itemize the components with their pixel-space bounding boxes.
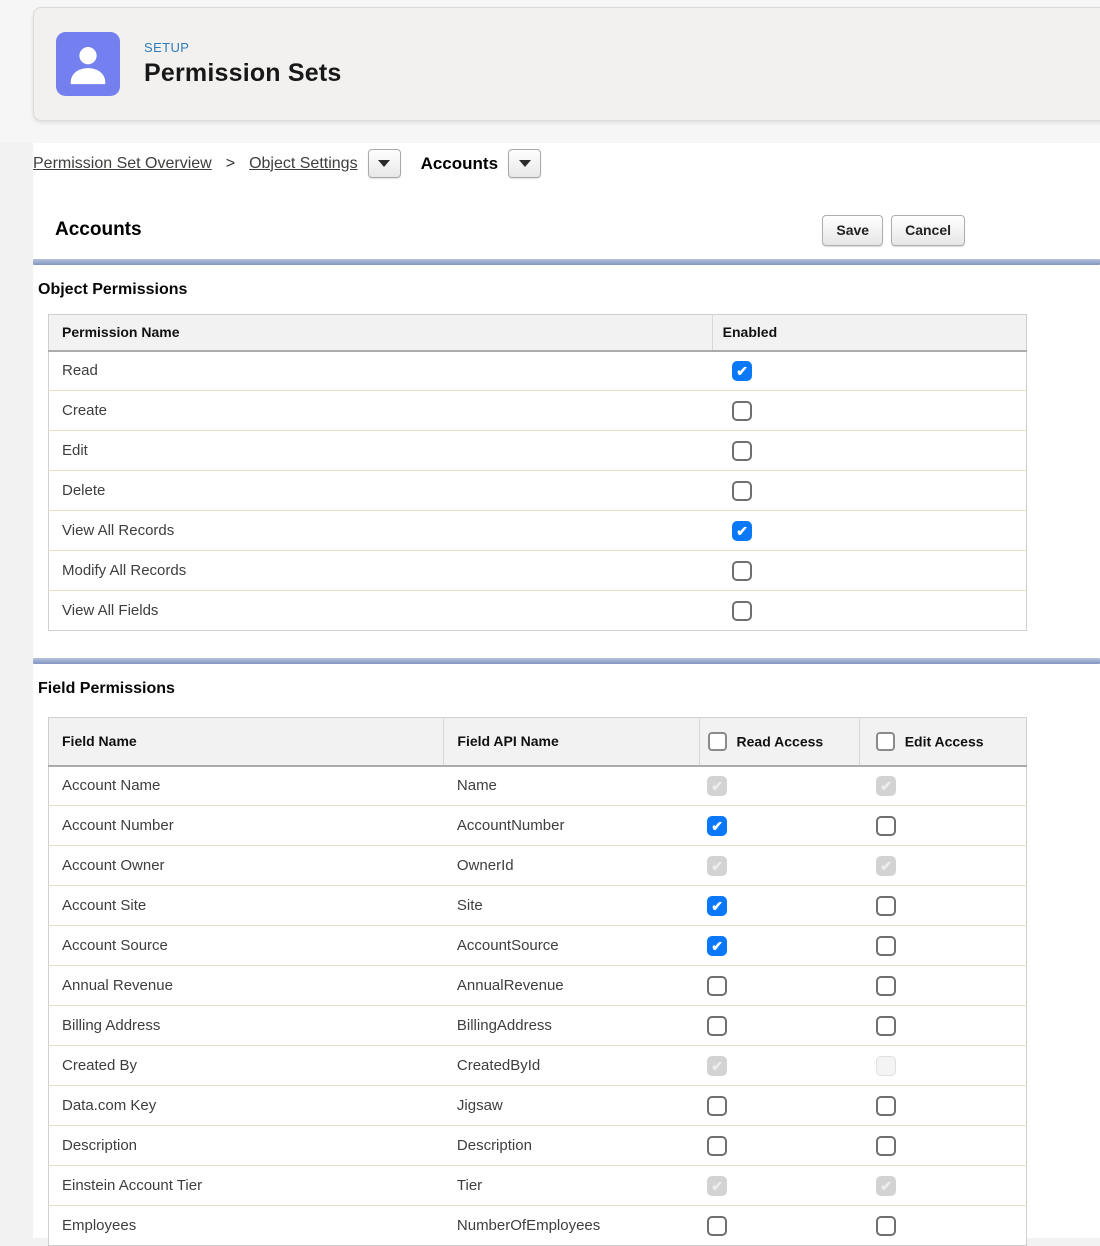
field-api-name-cell: Site: [444, 886, 699, 926]
accounts-dropdown-button[interactable]: [508, 149, 541, 178]
section-divider: [33, 658, 1100, 664]
setup-eyebrow-label: SETUP: [144, 40, 190, 55]
action-buttons: [822, 215, 965, 246]
field-permissions-title: Field Permissions: [38, 680, 175, 697]
permission-name-cell: View All Records: [49, 511, 713, 551]
object-settings-dropdown-button[interactable]: [368, 149, 401, 178]
field-permission-row: [49, 966, 1027, 1006]
field-permission-row: [49, 1206, 1027, 1246]
field-name-cell: Account Site: [49, 886, 444, 926]
field-permissions-table: [48, 717, 1027, 1246]
setup-top-band: [0, 0, 1100, 143]
breadcrumb-link-permission-set-overview[interactable]: Permission Set Overview: [33, 154, 212, 172]
permission-name-cell: Read: [49, 351, 713, 391]
field-api-name-cell: AccountSource: [444, 926, 699, 966]
permission-name-header: Permission Name: [49, 315, 713, 351]
field-name-cell: Einstein Account Tier: [49, 1166, 444, 1206]
cancel-button[interactable]: Cancel: [891, 215, 965, 246]
field-name-cell: Account Number: [49, 806, 444, 846]
field-name-cell: Billing Address: [49, 1006, 444, 1046]
enabled-checkbox[interactable]: [732, 401, 752, 421]
edit-access-checkbox: [876, 776, 896, 796]
field-permissions-header-row: [49, 718, 1027, 766]
edit-access-cell: [859, 1006, 1026, 1046]
edit-access-cell: [859, 846, 1026, 886]
field-permission-row: [49, 766, 1027, 806]
edit-access-cell: [859, 926, 1026, 966]
read-access-checkbox: [707, 776, 727, 796]
field-name-cell: Annual Revenue: [49, 966, 444, 1006]
read-access-checkbox: [707, 856, 727, 876]
enabled-cell: [712, 431, 1026, 471]
object-permission-row: [49, 551, 1027, 591]
object-permissions-header-row: [49, 315, 1027, 351]
read-access-cell: [699, 766, 859, 806]
edit-access-checkbox[interactable]: [876, 1096, 896, 1116]
read-access-select-all-checkbox[interactable]: [708, 732, 727, 751]
field-permission-row: [49, 1126, 1027, 1166]
edit-access-cell: [859, 1166, 1026, 1206]
field-api-name-cell: Tier: [444, 1166, 699, 1206]
field-api-name-cell: OwnerId: [444, 846, 699, 886]
field-api-name-cell: AnnualRevenue: [444, 966, 699, 1006]
edit-access-checkbox[interactable]: [876, 816, 896, 836]
edit-access-checkbox: [876, 1056, 896, 1076]
edit-access-cell: [859, 1126, 1026, 1166]
read-access-cell: [699, 846, 859, 886]
object-permission-row: [49, 511, 1027, 551]
edit-access-checkbox[interactable]: [876, 1216, 896, 1236]
field-name-cell: Description: [49, 1126, 444, 1166]
section-divider: [33, 259, 1100, 265]
object-permission-row: [49, 591, 1027, 631]
read-access-cell: [699, 1126, 859, 1166]
permission-sets-user-icon: [56, 32, 120, 96]
page-title: Accounts: [55, 219, 142, 240]
field-name-header: Field Name: [49, 718, 444, 766]
enabled-checkbox[interactable]: [732, 481, 752, 501]
object-permission-row: [49, 351, 1027, 391]
edit-access-cell: [859, 806, 1026, 846]
field-permission-row: [49, 1006, 1027, 1046]
setup-header-text: [144, 40, 342, 88]
enabled-checkbox[interactable]: [732, 441, 752, 461]
field-permission-row: [49, 1046, 1027, 1086]
field-api-name-header: Field API Name: [444, 718, 699, 766]
field-permission-row: [49, 886, 1027, 926]
read-access-cell: [699, 806, 859, 846]
field-api-name-cell: Name: [444, 766, 699, 806]
read-access-cell: [699, 1166, 859, 1206]
field-api-name-cell: NumberOfEmployees: [444, 1206, 699, 1246]
object-permission-row: [49, 431, 1027, 471]
edit-access-cell: [859, 1206, 1026, 1246]
field-api-name-cell: BillingAddress: [444, 1006, 699, 1046]
permission-name-cell: Delete: [49, 471, 713, 511]
field-name-cell: Created By: [49, 1046, 444, 1086]
permission-name-cell: View All Fields: [49, 591, 713, 631]
read-access-checkbox: [707, 1056, 727, 1076]
enabled-checkbox[interactable]: [732, 561, 752, 581]
enabled-cell: [712, 551, 1026, 591]
field-permission-row: [49, 926, 1027, 966]
field-permission-row: [49, 846, 1027, 886]
field-name-cell: Account Name: [49, 766, 444, 806]
field-permission-row: [49, 1166, 1027, 1206]
read-access-cell: [699, 966, 859, 1006]
read-access-checkbox: [707, 1176, 727, 1196]
edit-access-cell: [859, 766, 1026, 806]
breadcrumb-link-object-settings[interactable]: Object Settings: [249, 154, 358, 172]
edit-access-checkbox: [876, 1176, 896, 1196]
permission-name-cell: Create: [49, 391, 713, 431]
edit-access-checkbox[interactable]: [876, 896, 896, 916]
field-name-cell: Account Source: [49, 926, 444, 966]
breadcrumb-separator: >: [225, 154, 236, 172]
edit-access-cell: [859, 886, 1026, 926]
read-access-checkbox[interactable]: [707, 816, 727, 836]
page-header: [33, 214, 1100, 246]
object-permissions-table: [48, 314, 1027, 631]
edit-access-checkbox: [876, 856, 896, 876]
edit-access-cell: [859, 1086, 1026, 1126]
read-access-header: Read Access: [699, 718, 859, 766]
read-access-cell: [699, 886, 859, 926]
field-api-name-cell: Description: [444, 1126, 699, 1166]
read-access-checkbox[interactable]: [707, 1136, 727, 1156]
field-name-cell: Account Owner: [49, 846, 444, 886]
enabled-checkbox[interactable]: [732, 361, 752, 381]
field-name-cell: Employees: [49, 1206, 444, 1246]
edit-access-checkbox[interactable]: [876, 936, 896, 956]
edit-access-checkbox[interactable]: [876, 976, 896, 996]
enabled-checkbox[interactable]: [732, 521, 752, 541]
read-access-cell: [699, 926, 859, 966]
edit-access-select-all-checkbox[interactable]: [876, 732, 895, 751]
breadcrumb: [33, 143, 1100, 178]
field-permission-row: [49, 1086, 1027, 1126]
edit-access-header: Edit Access: [859, 718, 1026, 766]
read-access-checkbox[interactable]: [707, 976, 727, 996]
field-api-name-cell: AccountNumber: [444, 806, 699, 846]
object-permission-row: [49, 391, 1027, 431]
permission-name-cell: Modify All Records: [49, 551, 713, 591]
save-button[interactable]: Save: [822, 215, 883, 246]
read-access-cell: [699, 1086, 859, 1126]
field-api-name-cell: Jigsaw: [444, 1086, 699, 1126]
edit-access-checkbox[interactable]: [876, 1136, 896, 1156]
chevron-down-icon: [378, 160, 390, 167]
read-access-checkbox[interactable]: [707, 936, 727, 956]
edit-access-cell: [859, 1046, 1026, 1086]
content-panel: [33, 143, 1100, 1238]
read-access-checkbox[interactable]: [707, 1016, 727, 1036]
setup-header-card: [33, 7, 1100, 121]
read-access-cell: [699, 1006, 859, 1046]
read-access-checkbox[interactable]: [707, 1096, 727, 1116]
enabled-cell: [712, 391, 1026, 431]
enabled-cell: [712, 511, 1026, 551]
read-access-checkbox[interactable]: [707, 896, 727, 916]
field-permission-row: [49, 806, 1027, 846]
enabled-cell: [712, 471, 1026, 511]
enabled-cell: [712, 591, 1026, 631]
field-api-name-cell: CreatedById: [444, 1046, 699, 1086]
object-permissions-title: Object Permissions: [38, 281, 188, 298]
object-permission-row: [49, 471, 1027, 511]
edit-access-cell: [859, 966, 1026, 1006]
enabled-cell: [712, 351, 1026, 391]
read-access-checkbox[interactable]: [707, 1216, 727, 1236]
field-name-cell: Data.com Key: [49, 1086, 444, 1126]
permission-name-cell: Edit: [49, 431, 713, 471]
read-access-cell: [699, 1046, 859, 1086]
edit-access-checkbox[interactable]: [876, 1016, 896, 1036]
read-access-cell: [699, 1206, 859, 1246]
breadcrumb-current-accounts: Accounts: [420, 153, 499, 173]
chevron-down-icon: [519, 160, 531, 167]
enabled-header: Enabled: [712, 315, 1026, 351]
enabled-checkbox[interactable]: [732, 601, 752, 621]
page-app-title: Permission Sets: [144, 59, 342, 87]
